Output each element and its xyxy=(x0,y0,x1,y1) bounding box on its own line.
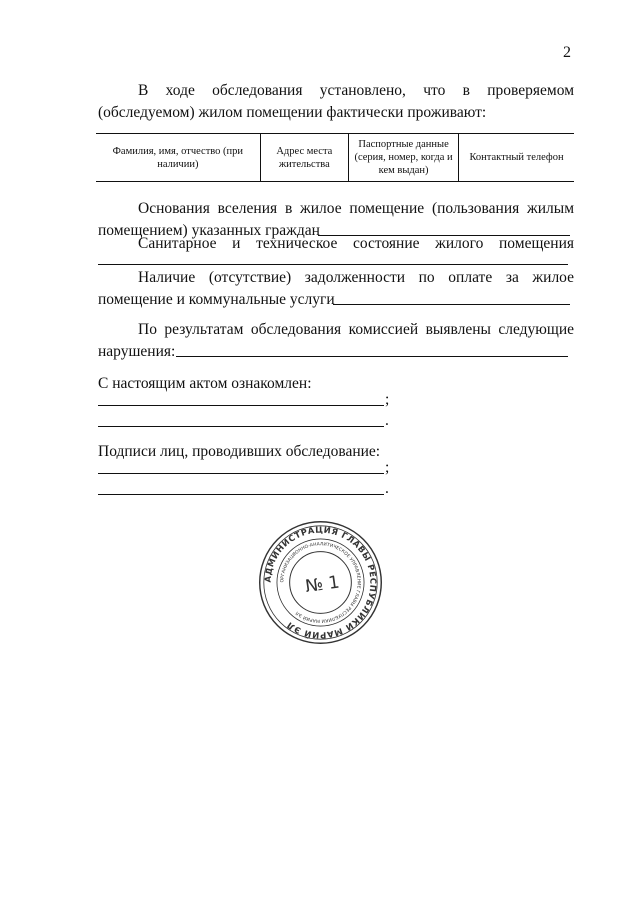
violations-line-2: нарушения: xyxy=(98,343,176,360)
grounds-line-2: помещением) указанных граждан xyxy=(98,222,320,239)
signatures-end-2: . xyxy=(385,480,389,497)
debt-line-1: Наличие (отсутствие) задолженности по оплате за жилое xyxy=(138,269,574,286)
stamp-inner-text: ОРГАНИЗАЦИОННО-АНАЛИТИЧЕСКОЕ УПРАВЛЕНИЕ ГЛАВЫ РЕСПУБЛИКИ МАРИЙ ЭЛ xyxy=(280,542,361,623)
acquainted-label: С настоящим актом ознакомлен: xyxy=(98,375,312,392)
debt-line-2: помещение и коммунальные услуги xyxy=(98,291,335,308)
residents-table xyxy=(96,133,574,182)
stamp-number: № 1 xyxy=(303,572,341,598)
acquainted-line-2 xyxy=(98,426,384,427)
header-phone: Контактный телефон xyxy=(459,134,574,182)
header-full-name: Фамилия, имя, отчество (при наличии) xyxy=(112,145,244,170)
signature-line-1 xyxy=(98,473,384,474)
acquainted-line-1 xyxy=(98,405,384,406)
stamp-outer-text: АДМИНИСТРАЦИЯ ГЛАВЫ РЕСПУБЛИКИ МАРИЙ ЭЛ xyxy=(262,524,379,641)
table-header-row xyxy=(96,134,574,182)
signatures-label: Подписи лиц, проводивших обследование: xyxy=(98,443,381,460)
header-address: Адрес места жительства xyxy=(260,134,348,182)
debt-fill-line xyxy=(333,304,570,305)
intro-paragraph xyxy=(98,80,574,124)
intro-line-2: (обследуемом) жилом помещении фактически проживают: xyxy=(98,104,487,121)
official-stamp xyxy=(257,519,384,646)
page-number: 2 xyxy=(563,44,571,61)
acquainted-end-1: ; xyxy=(385,391,390,408)
header-passport: Паспортные данные (серия, номер, когда и кем выдан) xyxy=(349,134,459,182)
condition-line-1: Санитарное и техническое состояние жилого помещения xyxy=(138,235,574,252)
intro-line-1: В ходе обследования установлено, что в проверяемом xyxy=(138,82,574,99)
condition-fill-line xyxy=(98,264,568,265)
acquainted-end-2: . xyxy=(385,412,389,429)
signature-line-2 xyxy=(98,494,384,495)
signatures-end-1: ; xyxy=(385,459,390,476)
grounds-line-1: Основания вселения в жилое помещение (пользования жилым xyxy=(138,200,574,217)
violations-line-1: По результатам обследования комиссией выявлены следующие xyxy=(138,321,574,338)
violations-fill-line xyxy=(176,356,568,357)
